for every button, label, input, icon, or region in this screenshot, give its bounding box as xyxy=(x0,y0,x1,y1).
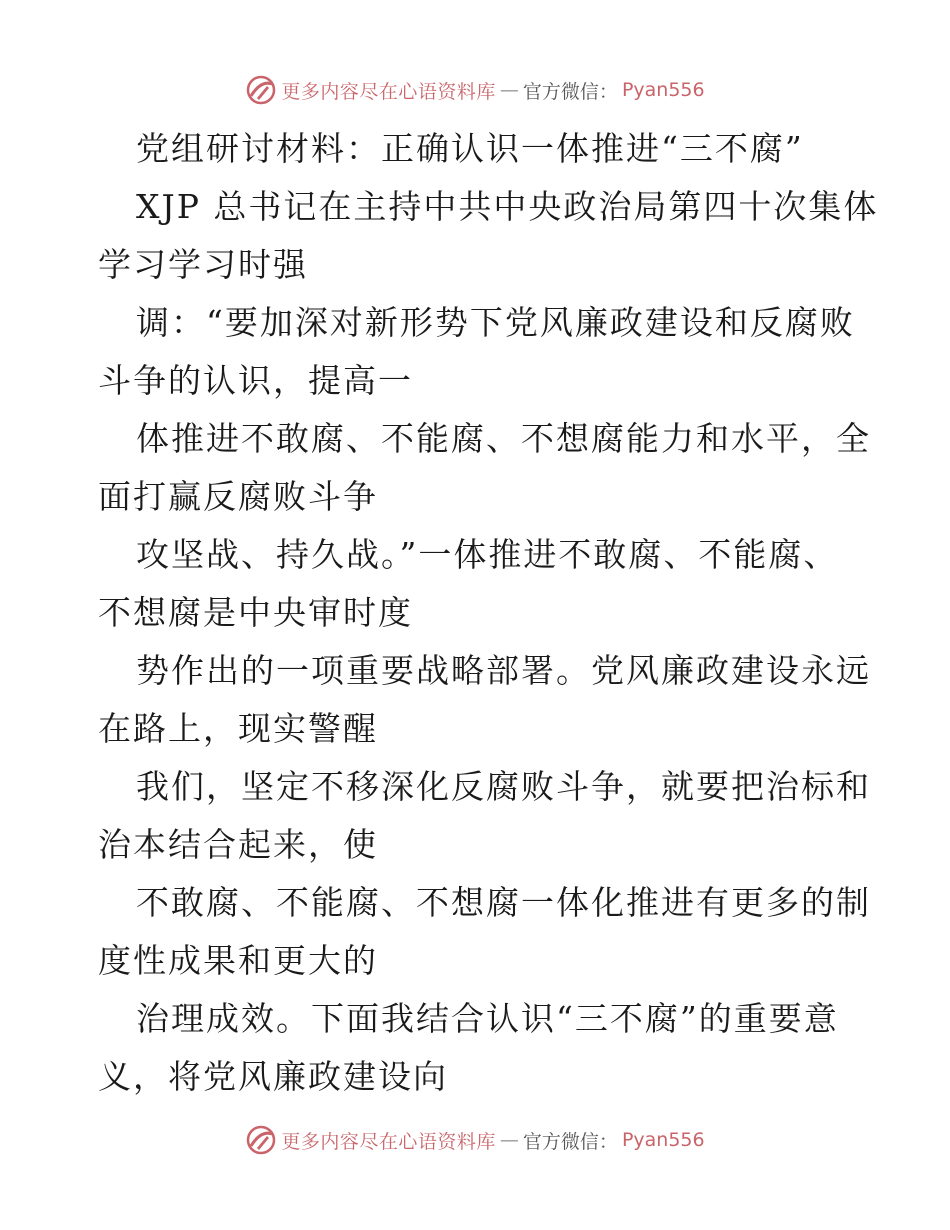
body-line: XJP 总书记在主持中共中央政治局第四十次集体 xyxy=(136,187,879,226)
footer-watermark xyxy=(0,1120,950,1160)
body-line: 势作出的一项重要战略部署。党风廉政建设永远 xyxy=(136,651,871,690)
watermark-main-text: 更多内容尽在心语资料库 xyxy=(281,80,496,103)
watermark-main-text: 更多内容尽在心语资料库 xyxy=(281,1130,496,1153)
watermark-official-label: 官方微信： xyxy=(522,80,618,103)
body-line: 在路上，现实警醒 xyxy=(98,709,378,748)
body-line: 治理成效。下面我结合认识“三不腐”的重要意 xyxy=(136,999,839,1038)
document-title: 党组研讨材料：正确认识一体推进“三不腐” xyxy=(136,129,804,168)
body-line: 义，将党风廉政建设向 xyxy=(98,1057,448,1096)
body-line: 攻坚战、持久战。”一体推进不敢腐、不能腐、 xyxy=(136,535,839,574)
body-line: 治本结合起来，使 xyxy=(98,825,378,864)
watermark-wechat-id: Pyan556 xyxy=(621,1129,705,1151)
watermark-wechat-id: Pyan556 xyxy=(621,79,705,101)
body-line: 体推进不敢腐、不能腐、不想腐能力和水平，全 xyxy=(136,419,871,458)
body-line: 斗争的认识，提高一 xyxy=(98,361,413,400)
body-line: 不敢腐、不能腐、不想腐一体化推进有更多的制 xyxy=(136,883,871,922)
watermark-dash: — xyxy=(499,79,519,101)
body-line: 度性成果和更大的 xyxy=(98,941,378,980)
ribbon-pen-icon xyxy=(245,1124,277,1156)
watermark-dash: — xyxy=(499,1129,519,1151)
body-line: 面打赢反腐败斗争 xyxy=(98,477,378,516)
body-line: 不想腐是中央审时度 xyxy=(98,593,413,632)
body-line: 我们，坚定不移深化反腐败斗争，就要把治标和 xyxy=(136,767,871,806)
header-watermark xyxy=(0,70,950,110)
body-line: 调：“要加深对新形势下党风廉政建设和反腐败 xyxy=(136,303,855,342)
ribbon-pen-icon xyxy=(245,74,277,106)
document-body xyxy=(98,120,879,1106)
watermark-official-label: 官方微信： xyxy=(522,1130,618,1153)
body-line: 学习学习时强 xyxy=(98,245,308,284)
